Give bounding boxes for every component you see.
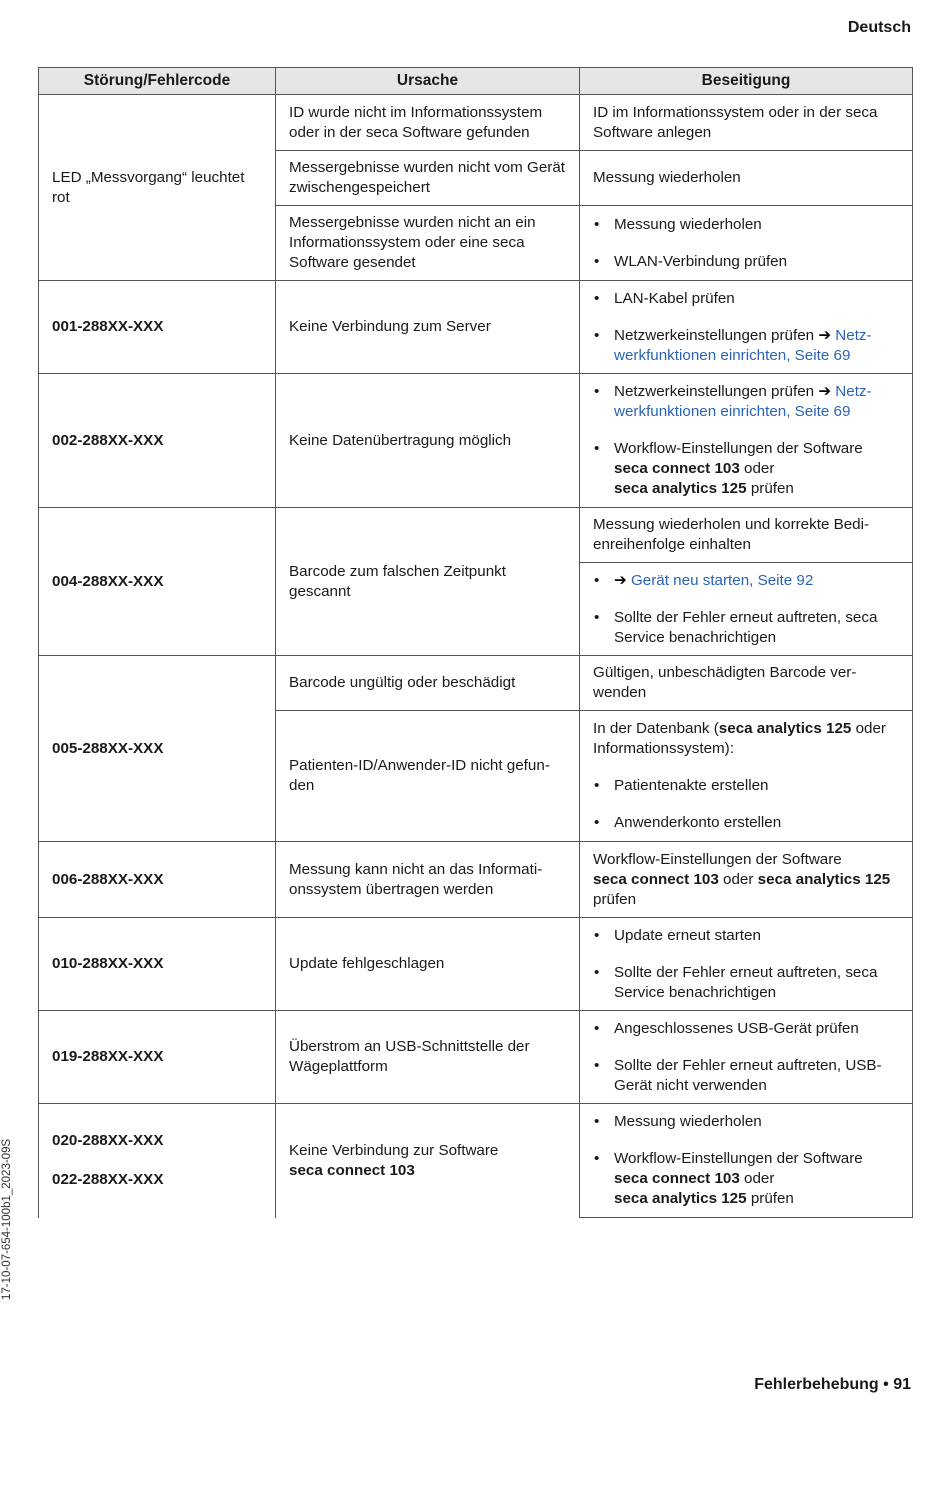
cause-cell: [276, 1104, 580, 1218]
remedy-cell: Messung wiederholen: [580, 151, 913, 206]
list-item: • Messung wiederholen: [593, 1112, 900, 1132]
cause-cell: Überstrom an USB-Schnittstelle der Wägeplattform: [276, 1011, 580, 1104]
cause-cell: Messergebnisse wurden nicht vom Gerät zwischengespeichert: [276, 151, 580, 206]
cross-reference-link[interactable]: Gerät neu starten, Seite 92: [630, 571, 814, 589]
list-item-text: oder: [744, 460, 775, 477]
remedy-cell: ID im Informationssystem oder in der seca Software anlegen: [580, 95, 913, 151]
list-item-text: Netzwerkeinstellungen prüfen: [614, 383, 815, 400]
arrow-right-icon: ➔: [818, 326, 832, 344]
cause-cell: Update fehlgeschlagen: [276, 918, 580, 1011]
table-row: [39, 656, 913, 711]
product-name: seca connect 103: [614, 460, 740, 477]
remedy-cell: [580, 711, 913, 842]
remedy-intro: [593, 719, 900, 759]
error-table: [38, 67, 913, 1218]
remedy-list: [593, 776, 900, 833]
table-row: [39, 1011, 913, 1104]
remedy-list: [593, 1019, 900, 1096]
cause-cell: Keine Datenübertragung möglich: [276, 374, 580, 508]
list-item: • Sollte der Fehler erneut auftreten, seca Service benachrichtigen: [593, 963, 900, 1003]
fault-cell: LED „Messvorgang“ leuchtet rot: [39, 95, 276, 281]
error-code: 020-288XX-XXX: [52, 1132, 164, 1150]
list-item: • LAN-Kabel prüfen: [593, 289, 900, 309]
remedy-cell: Gültigen, unbeschädigten Barcode verwenden: [580, 656, 913, 711]
remedy-text: oder: [723, 870, 754, 888]
remedy-text: prüfen: [593, 890, 637, 908]
list-item: [593, 326, 900, 366]
column-header-fault: Störung/Fehlercode: [39, 68, 276, 95]
error-code-cell: 002-288XX-XXX: [39, 374, 276, 508]
list-item-text: prüfen: [750, 1190, 794, 1207]
list-item: • Anwenderkonto erstellen: [593, 813, 900, 833]
remedy-cell: [580, 281, 913, 374]
cause-cell: Keine Verbindung zum Server: [276, 281, 580, 374]
remedy-cell: [580, 374, 913, 508]
remedy-text: Workflow-Einstellungen der Software: [593, 850, 842, 868]
remedy-list: [593, 1112, 900, 1209]
cause-cell: Barcode ungültig oder beschädigt: [276, 656, 580, 711]
arrow-right-icon: ➔: [614, 571, 627, 589]
cross-reference-link[interactable]: Netzwerkfunktionen einrichten, Seite 69: [614, 326, 872, 364]
table-row: [39, 918, 913, 1011]
column-header-remedy: Beseitigung: [580, 68, 913, 95]
table-row: [39, 508, 913, 563]
table-header-row: [39, 68, 913, 95]
list-item: [593, 439, 900, 499]
remedy-cell: [580, 206, 913, 281]
cause-cell: Messung kann nicht an das Informationssystem übertragen werden: [276, 842, 580, 918]
list-item: [593, 571, 900, 591]
remedy-cell: [580, 563, 913, 656]
footer-separator: •: [883, 1376, 889, 1393]
list-item: • Angeschlossenes USB-Gerät prüfen: [593, 1019, 900, 1039]
list-item: • Patientenakte erstellen: [593, 776, 900, 796]
error-code-cell: 006-288XX-XXX: [39, 842, 276, 918]
language-label: Deutsch: [847, 19, 911, 36]
list-item-text: Workflow-Einstellungen der Software: [614, 440, 863, 457]
cause-cell: Patienten-ID/Anwender-ID nicht gefunden: [276, 711, 580, 842]
product-name: seca connect 103: [289, 1161, 415, 1179]
list-item: • Update erneut starten: [593, 926, 900, 946]
product-name: seca analytics 125: [614, 480, 747, 497]
remedy-list: [593, 382, 900, 499]
document-code: [1, 1138, 17, 1485]
cause-text: Keine Verbindung zur Software: [289, 1141, 499, 1159]
footer-section: Fehlerbehebung: [754, 1376, 879, 1393]
list-item: [593, 1149, 900, 1209]
product-name: seca connect 103: [614, 1170, 740, 1187]
list-item: • Messung wiederholen: [593, 215, 900, 235]
table-row: [39, 374, 913, 508]
cause-cell: Messergebnisse wurden nicht an ein Informationssystem oder eine seca Software gesendet: [276, 206, 580, 281]
cross-reference-link[interactable]: Netzwerkfunktionen einrichten, Seite 69: [614, 383, 872, 420]
remedy-text: In der Datenbank (: [593, 720, 719, 737]
list-item-text: prüfen: [750, 480, 794, 497]
remedy-list: [593, 571, 900, 648]
remedy-cell: [580, 1011, 913, 1104]
cause-cell: Barcode zum falschen Zeitpunkt gescannt: [276, 508, 580, 656]
list-item-text: Netzwerkeinstellungen prüfen: [614, 326, 815, 344]
error-code-cell: 019-288XX-XXX: [39, 1011, 276, 1104]
list-item-text: oder: [744, 1170, 775, 1187]
list-item: • WLAN-Verbindung prüfen: [593, 252, 900, 272]
document-code-text: 17-10-07-654-100b1_2023-09S: [1, 1138, 13, 1300]
error-code-cell: 004-288XX-XXX: [39, 508, 276, 656]
page-footer: [754, 1376, 911, 1394]
arrow-right-icon: ➔: [818, 383, 832, 400]
table-row: [39, 1104, 913, 1218]
product-name: seca analytics 125: [757, 870, 891, 888]
error-code-cell: 001-288XX-XXX: [39, 281, 276, 374]
list-item: • Sollte der Fehler erneut auftreten, seca Service benachrichtigen: [593, 608, 900, 648]
remedy-cell: Messung wiederholen und korrekte Bedienreihenfolge einhalten: [580, 508, 913, 563]
error-code-cell: 005-288XX-XXX: [39, 656, 276, 842]
list-item: • Sollte der Fehler erneut auftreten, USB-Gerät nicht verwenden: [593, 1056, 900, 1096]
remedy-list: [593, 926, 900, 1003]
error-code: 022-288XX-XXX: [52, 1171, 164, 1189]
remedy-cell: [580, 1104, 913, 1218]
column-header-cause: Ursache: [276, 68, 580, 95]
product-name: seca connect 103: [593, 870, 719, 888]
remedy-list: [593, 215, 900, 272]
error-code-cell: 010-288XX-XXX: [39, 918, 276, 1011]
remedy-text: oder Informationssystem):: [593, 720, 886, 757]
list-item-text: Workflow-Einstellungen der Software: [614, 1150, 863, 1167]
list-item: [593, 382, 900, 422]
page-number: 91: [893, 1376, 911, 1393]
table-row: [39, 281, 913, 374]
table-row: [39, 842, 913, 918]
product-name: seca analytics 125: [718, 720, 852, 737]
product-name: seca analytics 125: [614, 1190, 747, 1207]
table-row: [39, 95, 913, 151]
error-code-cell: [39, 1104, 276, 1218]
remedy-cell: [580, 918, 913, 1011]
remedy-list: [593, 289, 900, 366]
cause-cell: ID wurde nicht im Informationssystem oder in der seca Software gefunden: [276, 95, 580, 151]
remedy-cell: [580, 842, 913, 918]
